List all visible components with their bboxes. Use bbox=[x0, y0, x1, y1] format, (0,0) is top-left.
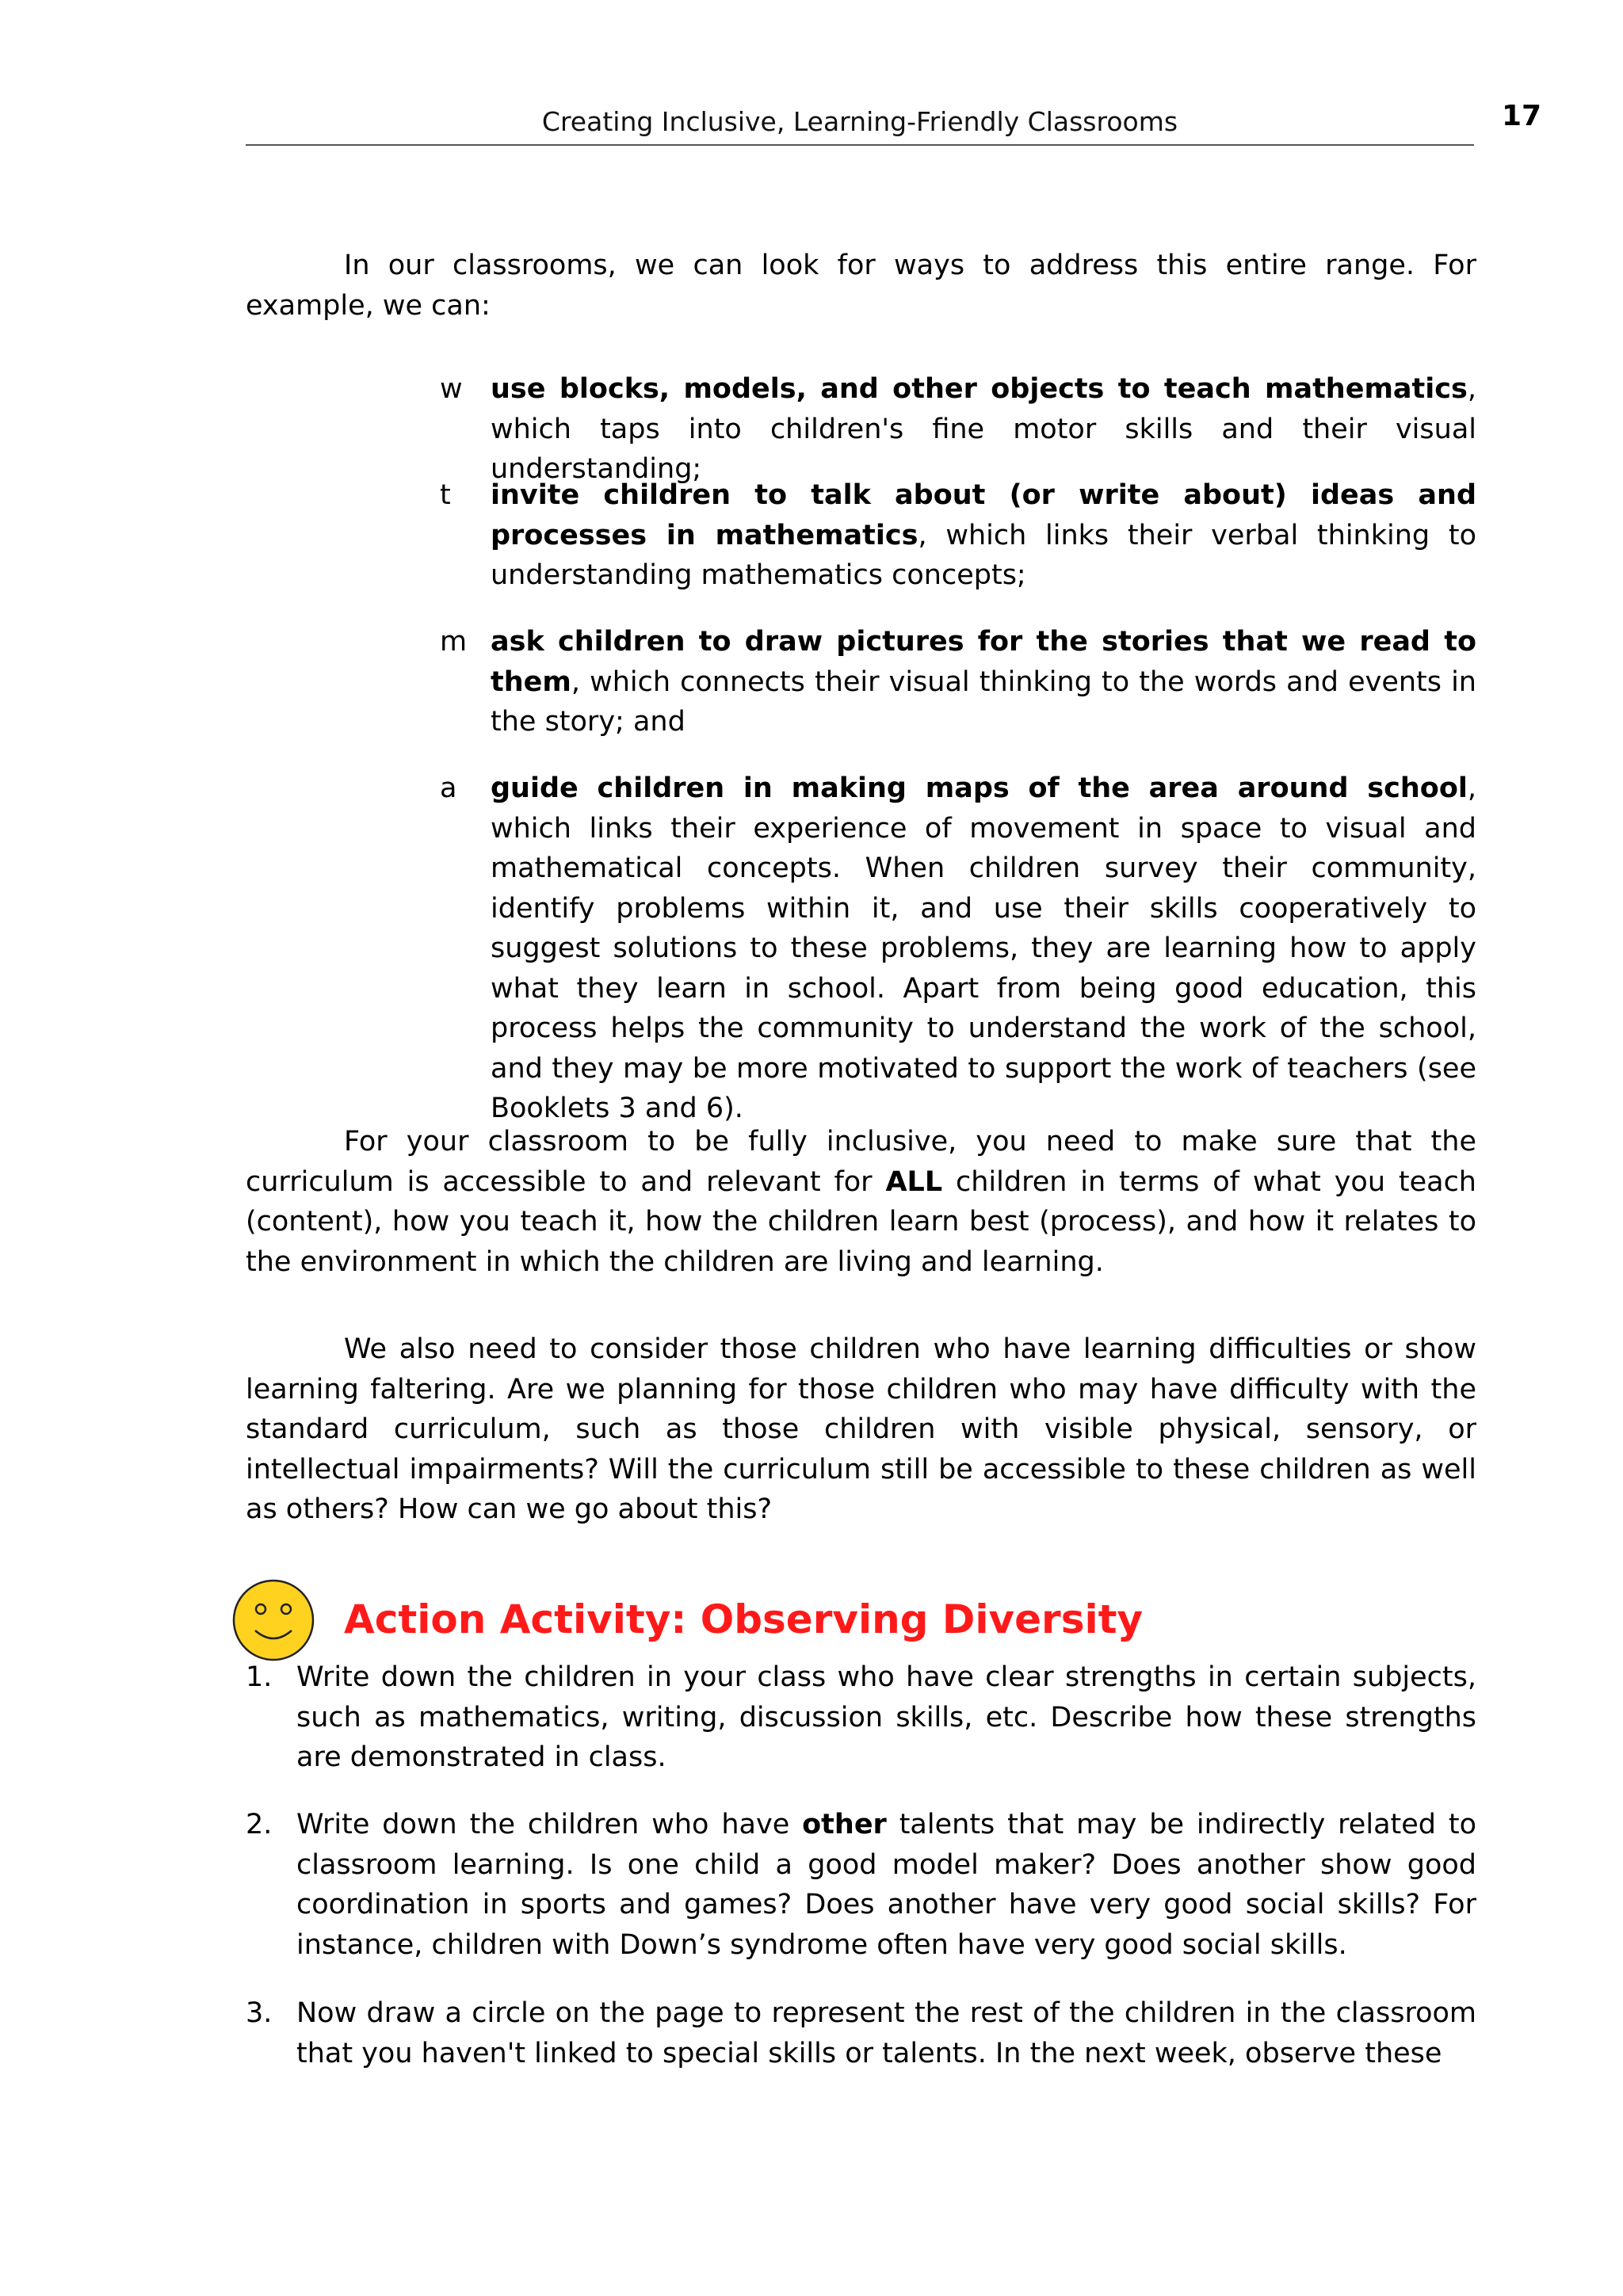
list-number: 3. bbox=[246, 1997, 273, 2029]
bullet-marker: m bbox=[440, 626, 468, 658]
intro-paragraph: In our classrooms, we can look for ways to address this entire range. For example, we can: bbox=[246, 250, 1476, 322]
curriculum-paragraph: For your classroom to be fully inclusive, you need to make sure that the curriculum is accessible to and relevant for ALL children in terms of what you teach (content), how you teach it, how the children learn best (process), and how it relates to the environment in which the children are living and learning. bbox=[246, 1126, 1476, 1278]
bullet-marker: w bbox=[440, 373, 463, 405]
bullet-text: ask children to draw pictures for the stories that we read to them, which connects their visual thinking to the words and events in the story; and bbox=[491, 626, 1476, 738]
bullet-marker: a bbox=[440, 772, 457, 804]
page-number: 17 bbox=[1502, 100, 1542, 132]
bullet-emphasis: invite children to talk about (or write about) ideas and processes in mathematics bbox=[491, 479, 1476, 551]
bullet-emphasis: guide children in making maps of the area around school bbox=[491, 772, 1468, 804]
bullet-text: use blocks, models, and other objects to teach mathematics, which taps into children's fine motor skills and their visual understanding; bbox=[491, 373, 1476, 485]
running-header: Creating Inclusive, Learning-Friendly Classrooms bbox=[541, 106, 1178, 137]
list-item-text: Write down the children who have other talents that may be indirectly related to classroom learning. Is one child a good model maker? Does another show good coordination in sports and games? Does another have very good social skills? For instance, children with Down’s syndrome often have very good social skills. bbox=[296, 1809, 1477, 1961]
bullet-marker: t bbox=[440, 479, 451, 511]
list-item-text: Write down the children in your class who have clear strengths in certain subjects, such as mathematics, writing, discussion skills, etc. Describe how these strengths are demonstrated in class. bbox=[296, 1661, 1476, 1773]
action-activity-heading: Action Activity: Observing Diversity bbox=[344, 1596, 1144, 1642]
all-emphasis: ALL bbox=[885, 1165, 943, 1198]
bullet-text: guide children in making maps of the area around school, which links their experience of movement in space to visual and mathematical concepts. When children survey their community, identify problems within it, and use their skills cooperatively to suggest solutions to these problems, they are learning how to apply what they learn in school. Apart from being good education, this process helps the community to understand the work of the school, and they may be more motivated to support the work of teachers (see Booklets 3 and 6). bbox=[491, 772, 1476, 1124]
header-rule bbox=[246, 144, 1474, 146]
list-number: 1. bbox=[246, 1661, 273, 1693]
difficulties-paragraph: We also need to consider those children who have learning difficulties or show learning faltering. Are we planning for those children who may have difficulty with the standard curriculum, such as those children with visible physical, sensory, or intellectual impairments? Will the curriculum still be accessible to these children as well as others? How can we go about this? bbox=[246, 1333, 1476, 1525]
bullet-emphasis: ask children to draw pictures for the stories that we read to them bbox=[491, 626, 1476, 698]
other-emphasis: other bbox=[802, 1809, 887, 1840]
list-item-text: Now draw a circle on the page to represent the rest of the children in the classroom that you haven't linked to special skills or talents. In the next week, observe these bbox=[296, 1997, 1476, 2069]
list-number: 2. bbox=[246, 1809, 273, 1840]
bullet-emphasis: use blocks, models, and other objects to teach mathematics bbox=[491, 373, 1468, 405]
smiley-face-icon bbox=[231, 1578, 315, 1662]
bullet-text: invite children to talk about (or write about) ideas and processes in mathematics, which links their verbal thinking to understanding mathematics concepts; bbox=[491, 479, 1476, 591]
